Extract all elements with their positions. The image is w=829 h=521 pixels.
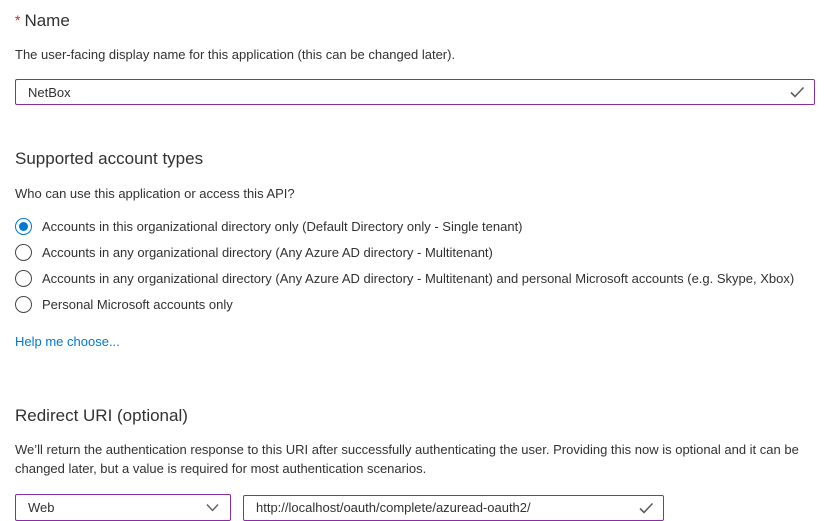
account-types-title: Supported account types bbox=[15, 149, 204, 168]
name-section-title bbox=[15, 10, 815, 31]
radio-option-personal-only[interactable] bbox=[15, 291, 815, 317]
name-input[interactable] bbox=[15, 79, 815, 105]
platform-select-value: Web bbox=[28, 500, 55, 515]
radio-option-label: Accounts in any organizational directory (Any Azure AD directory - Multitenant) and personal Microsoft accounts (e.g. Skype, Xbox) bbox=[42, 270, 795, 286]
redirect-uri-controls bbox=[15, 494, 815, 521]
redirect-uri-title: Redirect URI (optional) bbox=[15, 406, 188, 425]
radio-option-multitenant[interactable] bbox=[15, 239, 815, 265]
platform-select[interactable] bbox=[15, 494, 231, 521]
chevron-down-icon bbox=[206, 503, 219, 512]
required-asterisk: * bbox=[15, 12, 21, 28]
redirect-uri-input[interactable] bbox=[243, 495, 664, 521]
radio-button-icon[interactable] bbox=[15, 296, 32, 313]
radio-button-icon[interactable] bbox=[15, 244, 32, 261]
supported-account-types-section bbox=[15, 149, 815, 349]
name-title-text: Name bbox=[24, 11, 70, 30]
redirect-uri-description: We’ll return the authentication response to this URI after successfully authenticating the user. Providing this now is optional and it can be changed later, but a value is required for most authentication scenarios. bbox=[15, 442, 799, 476]
valid-checkmark-icon bbox=[790, 86, 805, 98]
name-description: The user-facing display name for this application (this can be changed later). bbox=[15, 47, 456, 62]
account-types-question: Who can use this application or access this API? bbox=[15, 186, 295, 201]
radio-option-label: Personal Microsoft accounts only bbox=[42, 296, 233, 312]
name-section bbox=[15, 10, 815, 105]
account-type-radio-group bbox=[15, 213, 815, 317]
radio-option-multitenant-personal[interactable] bbox=[15, 265, 815, 291]
radio-option-label: Accounts in this organizational directory only (Default Directory only - Single tenant) bbox=[42, 218, 523, 234]
radio-button-icon[interactable] bbox=[15, 270, 32, 287]
radio-option-single-tenant[interactable] bbox=[15, 213, 815, 239]
redirect-uri-input-wrap bbox=[243, 495, 664, 521]
redirect-uri-section bbox=[15, 406, 815, 521]
name-input-wrap bbox=[15, 79, 815, 105]
radio-button-icon[interactable] bbox=[15, 218, 32, 235]
valid-checkmark-icon bbox=[639, 502, 654, 514]
help-me-choose-link[interactable]: Help me choose... bbox=[15, 334, 120, 349]
radio-option-label: Accounts in any organizational directory (Any Azure AD directory - Multitenant) bbox=[42, 244, 493, 260]
